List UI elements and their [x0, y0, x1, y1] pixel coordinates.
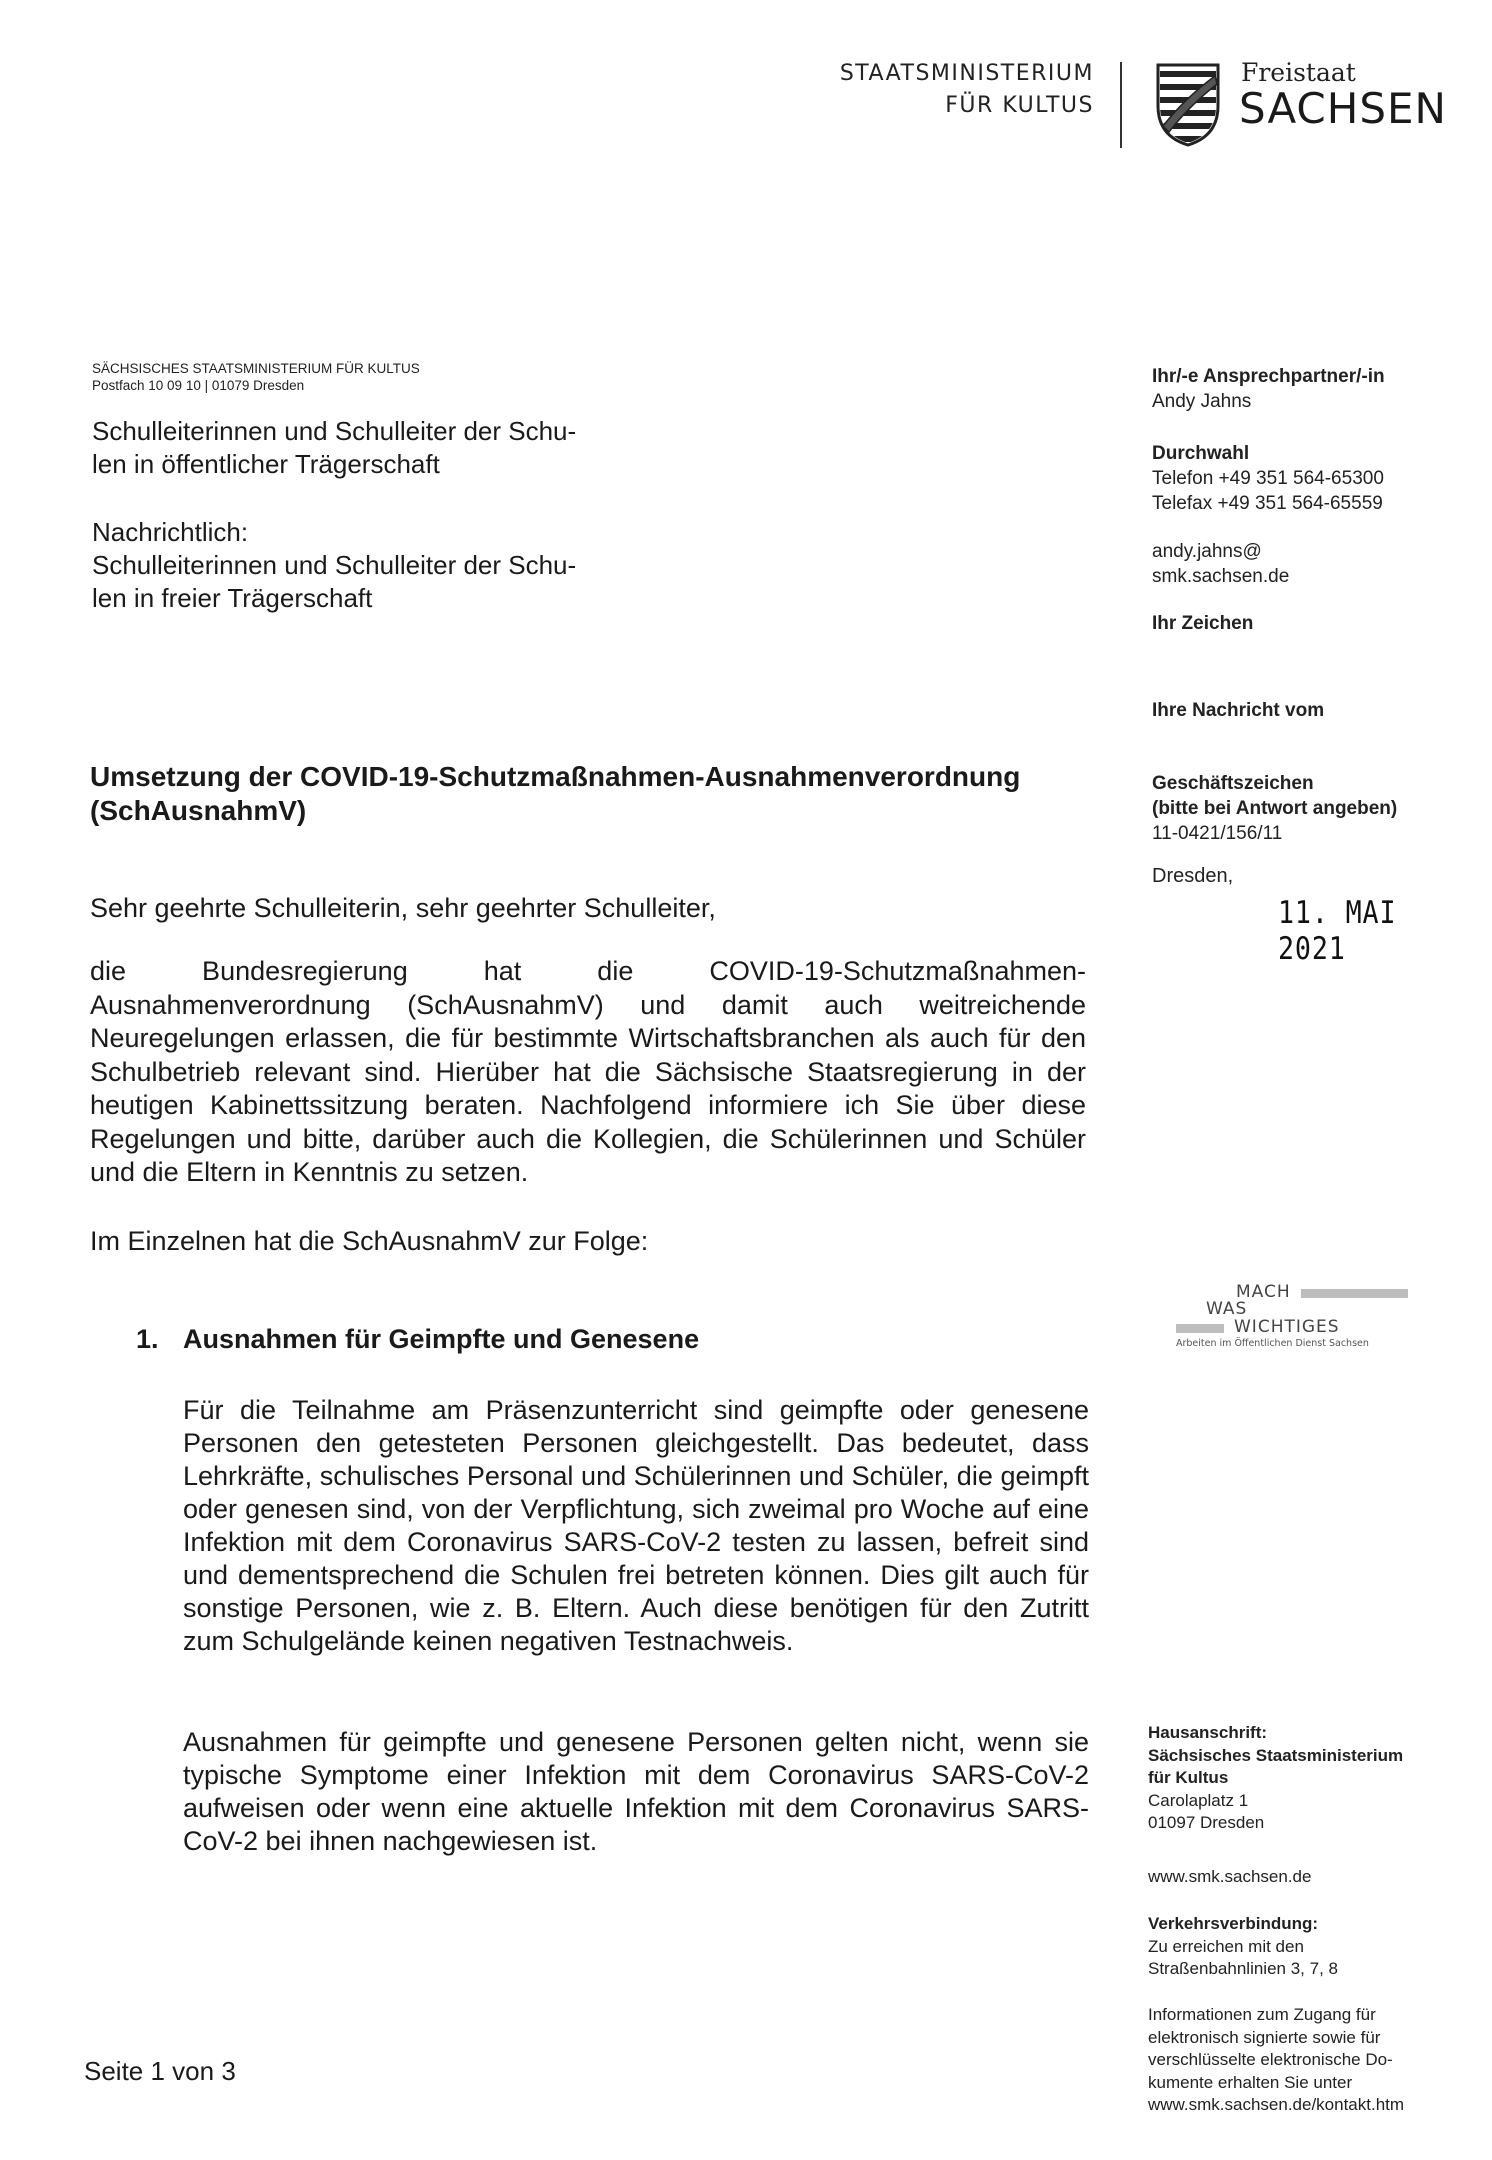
ministry-line-2: FÜR KULTUS: [945, 93, 1094, 118]
file-reference-block: [1152, 771, 1397, 846]
campaign-bar-1: [1301, 1289, 1408, 1298]
info-line-4: kumente erhalten Sie unter: [1148, 2072, 1353, 2092]
postal-address-block: [1148, 1722, 1403, 1835]
info-line-2: elektronisch signierte sowie für: [1148, 2027, 1381, 2047]
contact-phone-block: [1152, 441, 1384, 516]
ministry-line-1: STAATSMINISTERIUM: [839, 61, 1094, 86]
ministry-name: [800, 58, 1094, 122]
campaign-tagline: Arbeiten im Öffentlichen Dienst Sachsen: [1176, 1338, 1369, 1349]
recipient-line-2: len in öffentlicher Trägerschaft: [92, 449, 440, 479]
info-line-1: Informationen zum Zugang für: [1148, 2005, 1376, 2024]
state-label-large: SACHSEN: [1239, 84, 1447, 133]
file-reference-note: (bitte bei Antwort angeben): [1152, 798, 1398, 819]
file-reference-label: Geschäftszeichen: [1152, 773, 1314, 794]
contact-fax: Telefax +49 351 564-65559: [1152, 493, 1383, 514]
letter-subject: [90, 760, 1110, 828]
section-paragraph-2: Ausnahmen für geimpfte und genesene Personen gelten nicht, wenn sie typische Symptome einer Infektion mit dem Coronavirus SARS-CoV-2 aufweisen oder wenn eine aktuelle Infektion mit dem Coronavirus SARS-CoV-2 bei ihnen nachgewiesen ist.: [183, 1727, 1089, 1856]
file-reference: 11-0421/156/11: [1152, 823, 1283, 844]
recipient-line-1: Schulleiterinnen und Schulleiter der Schu-: [92, 416, 577, 446]
transport-line-2: Straßenbahnlinien 3, 7, 8: [1148, 1959, 1338, 1978]
subject-line-2: (SchAusnahmV): [90, 795, 307, 826]
salutation: Sehr geehrte Schulleiterin, sehr geehrter Schulleiter,: [90, 893, 716, 923]
lead-sentence: Im Einzelnen hat die SchAusnahmV zur Folge:: [90, 1226, 649, 1256]
contact-label: Ihr/-e Ansprechpartner/-in: [1152, 366, 1385, 387]
section-title: Ausnahmen für Geimpfte und Genesene: [183, 1324, 700, 1354]
sender-org: SÄCHSISCHES STAATSMINISTERIUM FÜR KULTUS: [92, 361, 420, 376]
contact-name: Andy Jahns: [1152, 391, 1252, 412]
your-message-label: Ihre Nachricht vom: [1152, 700, 1325, 721]
info-line-3: verschlüsselte elektronische Do-: [1148, 2050, 1393, 2069]
cc-label: Nachrichtlich:: [92, 517, 249, 547]
recipient-line-3: Schulleiterinnen und Schulleiter der Schu-: [92, 550, 577, 580]
section-number: 1.: [136, 1324, 159, 1354]
saxony-coat-of-arms-icon: [1155, 62, 1221, 148]
campaign-word-3: WICHTIGES: [1234, 1317, 1340, 1337]
transport-line-1: Zu erreichen mit den: [1148, 1936, 1304, 1956]
sender-return-address: [92, 360, 420, 394]
letterhead-divider: [1120, 62, 1122, 148]
address-label: Hausanschrift:: [1148, 1723, 1268, 1742]
section-paragraph-1: Für die Teilnahme am Präsenzunterricht sind geimpfte oder genesene Personen den getesteten Personen gleichgestellt. Das bedeutet, dass Lehrkräfte, schulisches Personal und Schülerinnen und Schüler, die geimpft oder genesen sind, von der Verpflichtung, sich zweimal pro Woche auf eine Infektion mit dem Coronavirus SARS-CoV-2 testen zu lassen, befreit sind und dementsprechend die Schulen frei betreten können. Dies gilt auch für sonstige Personen, wie z. B. Eltern. Auch diese benötigen für den Zutritt zum Schulgelände keinen negativen Testnachweis.: [183, 1395, 1089, 1656]
place-label: Dresden,: [1152, 865, 1234, 887]
address-org-1: Sächsisches Staatsministerium: [1148, 1745, 1404, 1765]
intro-paragraph: die Bundesregierung hat die COVID-19-Schutzmaßnahmen-Ausnahmenverordnung (SchAusnahmV) und damit auch weitreichende Neuregelungen erlassen, die für bestimmte Wirtschaftsbranchen als auch für den Schulbetrieb relevant sind. Hierüber hat die Sächsische Staatsregierung in der heutigen Kabinettssitzung beraten. Nachfolgend informiere ich Sie über diese Regelungen und bitte, darüber auch die Kollegien, die Schülerinnen und Schüler und die Eltern in Kenntnis zu setzen.: [90, 956, 1086, 1187]
campaign-logo: [1176, 1282, 1410, 1349]
campaign-word-1: MACH: [1236, 1282, 1291, 1302]
transport-block: [1148, 1913, 1338, 1981]
contact-phone: Telefon +49 351 564-65300: [1152, 468, 1384, 489]
recipient-line-4: len in freier Trägerschaft: [92, 583, 373, 613]
direct-dial-label: Durchwahl: [1152, 443, 1250, 464]
info-line-5: www.smk.sachsen.de/kontakt.htm: [1148, 2095, 1405, 2114]
transport-label: Verkehrsverbindung:: [1148, 1914, 1319, 1933]
your-reference: [1152, 611, 1253, 636]
address-org-2: für Kultus: [1148, 1768, 1229, 1787]
your-reference-label: Ihr Zeichen: [1152, 613, 1254, 634]
campaign-word-2: WAS: [1206, 1299, 1248, 1319]
address-street: Carolaplatz 1: [1148, 1790, 1249, 1810]
date-stamp: 11. MAI 2021: [1278, 895, 1397, 967]
recipient-block: [92, 415, 652, 615]
contact-person: [1152, 364, 1385, 414]
email-line-2: smk.sachsen.de: [1152, 566, 1290, 587]
campaign-bar-2: [1176, 1324, 1224, 1333]
sender-postbox: Postfach 10 09 10 | 01079 Dresden: [92, 378, 305, 393]
email-line-1: andy.jahns@: [1152, 541, 1262, 562]
electronic-access-info: [1148, 2004, 1404, 2117]
contact-email: [1152, 539, 1289, 589]
address-city: 01097 Dresden: [1148, 1813, 1265, 1832]
your-message-date: [1152, 698, 1324, 723]
page-number: Seite 1 von 3: [84, 2056, 236, 2086]
state-label-small: Freistaat: [1241, 58, 1356, 87]
subject-line-1: Umsetzung der COVID-19-Schutzmaßnahmen-Ausnahmenverordnung: [90, 761, 1021, 792]
website: www.smk.sachsen.de: [1148, 1867, 1312, 1886]
